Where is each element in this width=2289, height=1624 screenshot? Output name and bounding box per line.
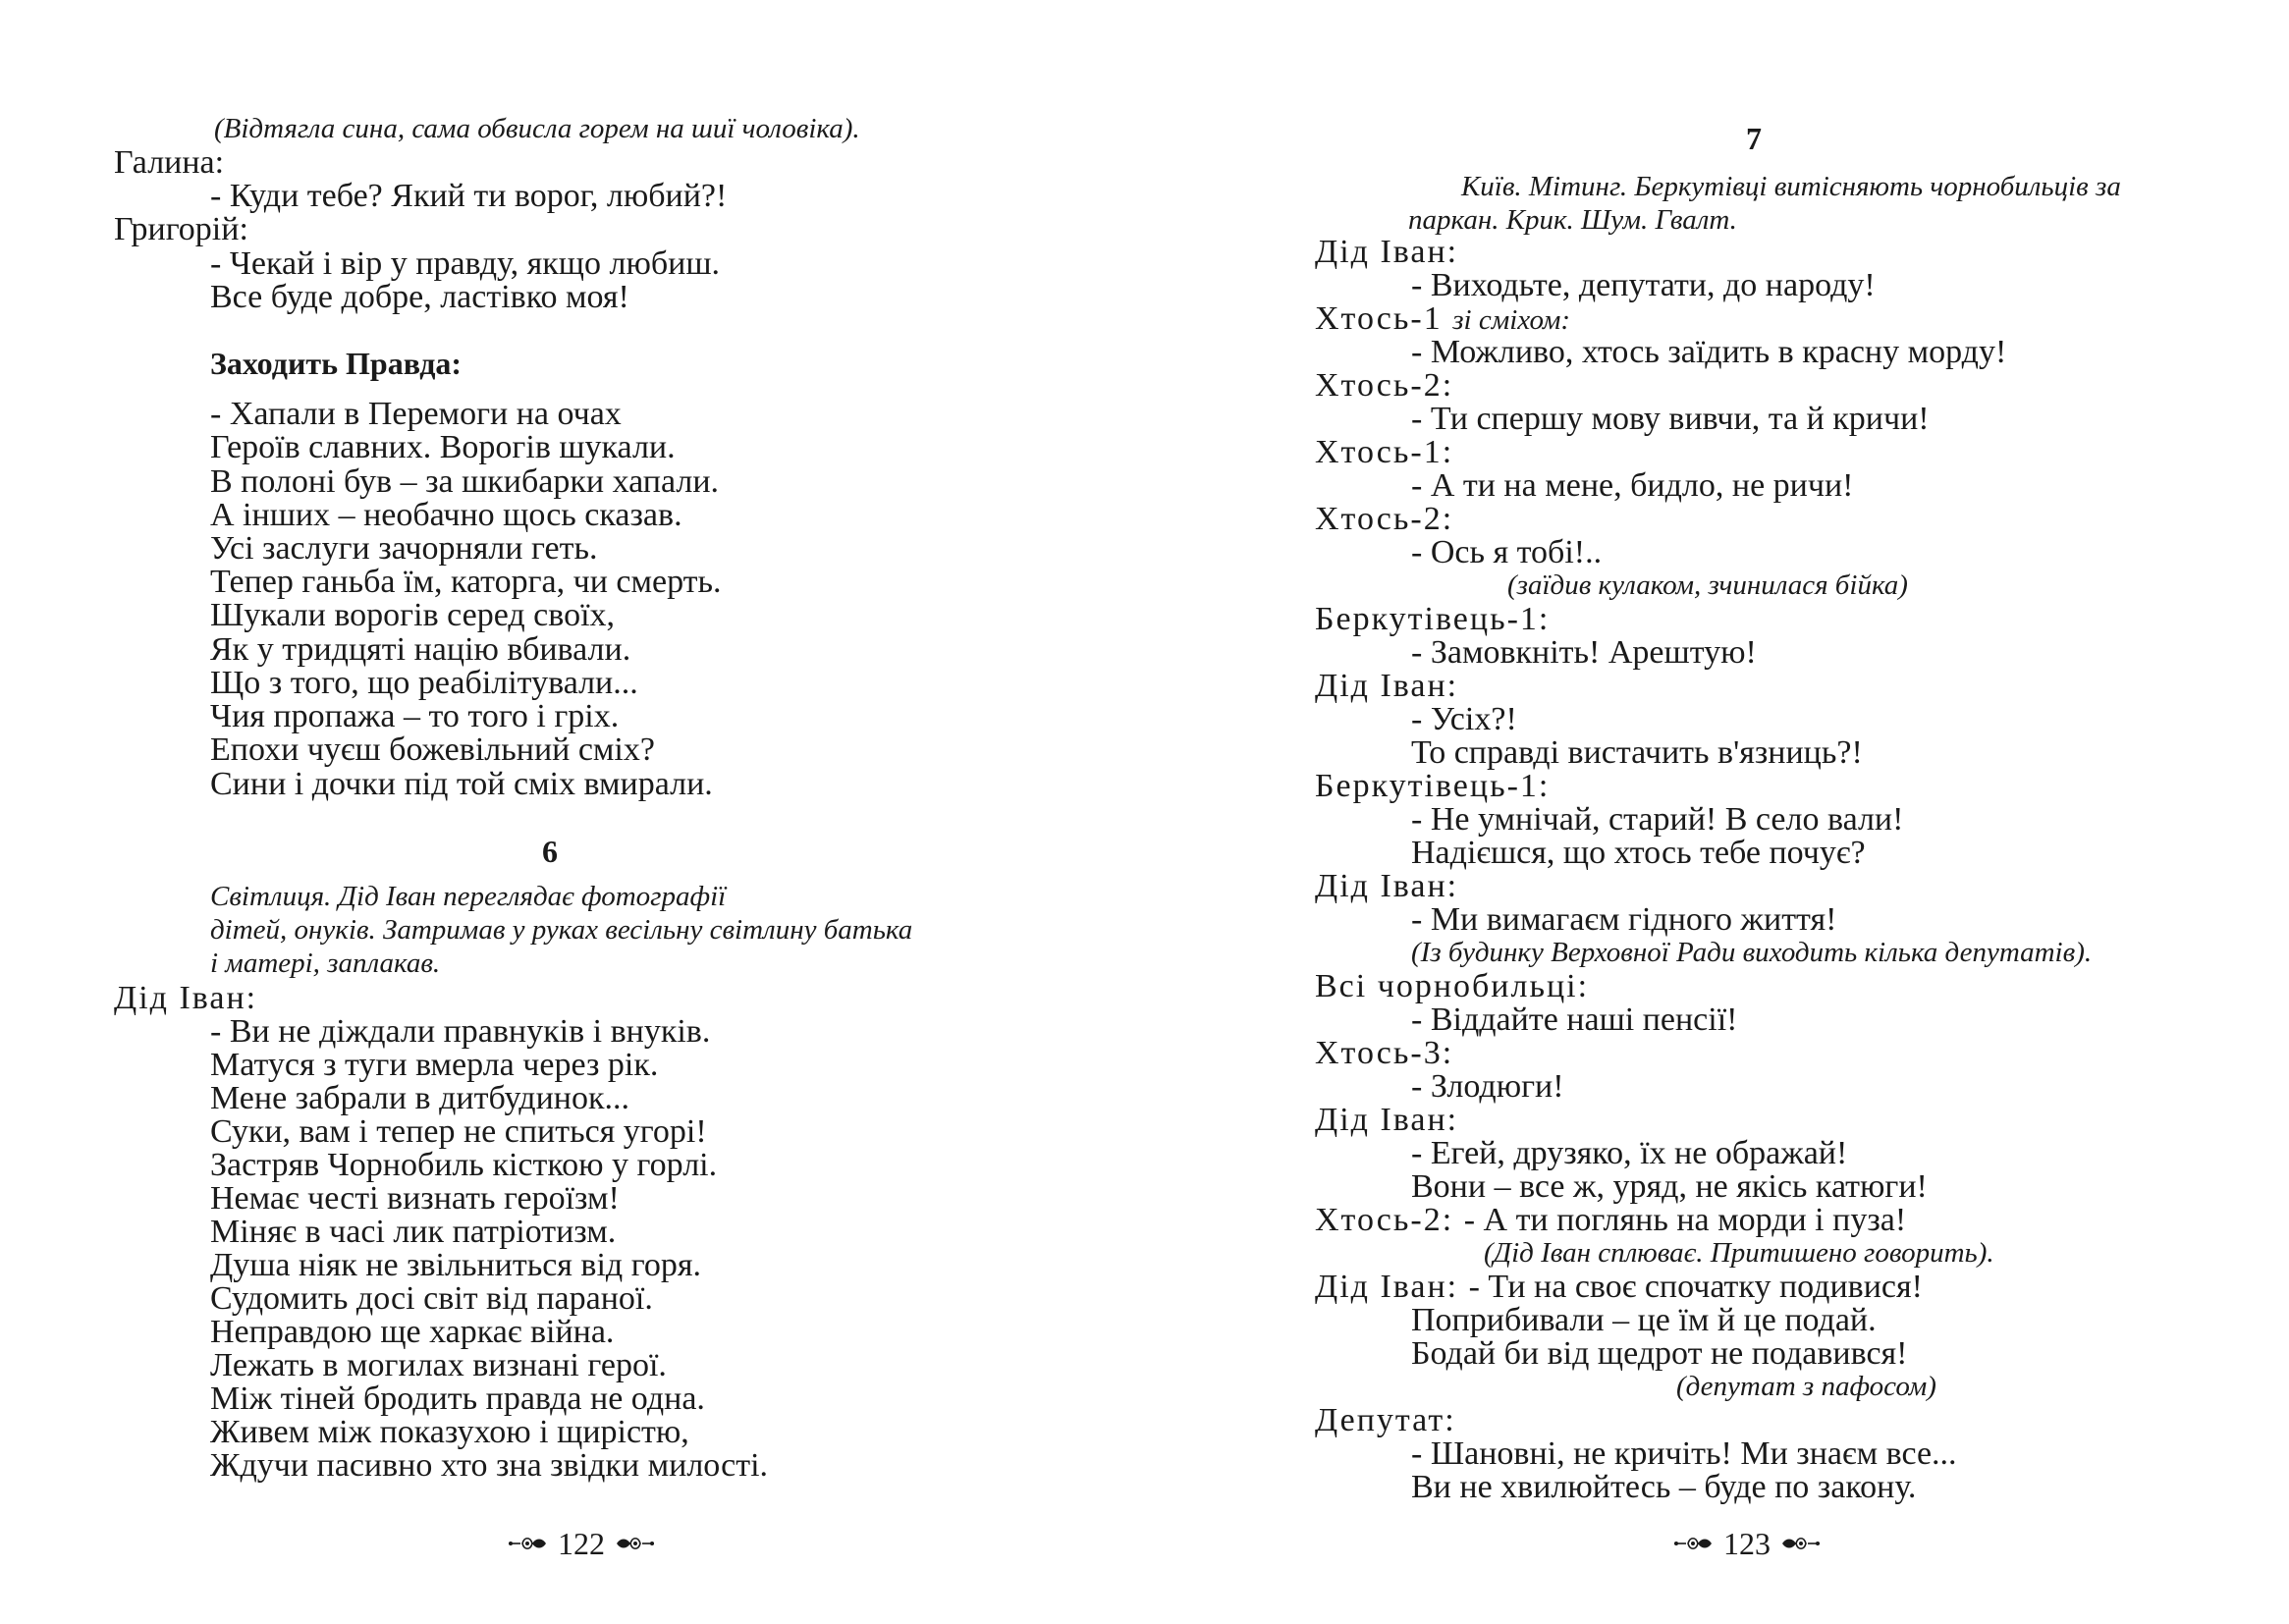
speaker-name (1315, 302, 1570, 337)
speaker-label: Дід Іван: (1315, 1269, 1459, 1305)
verse-line: Тепер ганьба їм, каторга, чи смерть. (210, 564, 722, 600)
page-number: 123 (1723, 1526, 1771, 1561)
dialogue-line: Все буде добре, ластівко моя! (210, 279, 629, 315)
stage-direction: дітей, онуків. Затримав у руках весільну світлину батька (210, 914, 913, 946)
verse-line: Сини і дочки під той сміх вмирали. (210, 766, 713, 802)
stage-direction: (Дід Іван сплюває. Притишено говорить). (1484, 1237, 1994, 1269)
dialogue-line: Поприбивали – це їм й це подай. (1411, 1302, 1877, 1338)
speaker-name: Дід Іван: (1315, 1102, 1459, 1138)
dialogue-line: - Злодюги! (1411, 1068, 1564, 1105)
speaker-name: Дід Іван: (1315, 668, 1459, 704)
dialogue-line: - Ось я тобі!.. (1411, 534, 1603, 570)
dialogue-line: Немає честі визнать героїзм! (210, 1180, 620, 1217)
dialogue-line: Вони – все ж, уряд, не якісь катюги! (1411, 1168, 1928, 1205)
right-page (1145, 0, 2289, 1624)
dialogue-line: Міняє в часі лик патріотизм. (210, 1214, 617, 1250)
speaker-name: Депутат: (1315, 1402, 1456, 1438)
scene-number: 7 (1746, 121, 1762, 156)
speaker-name: Хтось-2: (1315, 367, 1454, 404)
speaker-name: Хтось-3: (1315, 1035, 1454, 1071)
dialogue-line: То справді вистачить в'язниць?! (1411, 734, 1863, 771)
dialogue-line: - Егей, друзяко, їх не ображай! (1411, 1135, 1848, 1171)
speaker-name: Дід Іван: (1315, 868, 1459, 904)
dialogue-line: - Ти спершу мову вивчи, та й кричи! (1411, 401, 1930, 437)
dialogue-line: Застряв Чорнобиль кісткою у горлі. (210, 1147, 718, 1183)
dialogue-line: - А ти на мене, бидло, не ричи! (1411, 467, 1854, 504)
dialogue-line: - Шановні, не кричіть! Ми знаєм все... (1411, 1435, 1957, 1472)
dialogue-line: Живем між показухою і щирістю, (210, 1414, 689, 1450)
dialogue-line: Мене забрали в дитбудинок... (210, 1080, 630, 1116)
speaker-name: Беркутівець-1: (1315, 768, 1551, 804)
verse-line: Епохи чуєш божевільний сміх? (210, 731, 655, 768)
speaker-name: Хтось-1: (1315, 434, 1454, 470)
ornament-right-icon (613, 1533, 656, 1554)
dialogue-line: - Ми вимагаєм гідного життя! (1411, 901, 1837, 938)
verse-line: Як у тридцяті націю вбивали. (210, 631, 631, 668)
stage-direction: (Відтягла сина, сама обвисла горем на шиї чоловіка). (214, 113, 860, 144)
speaker-name: Всі чорнобильці: (1315, 968, 1590, 1004)
dialogue-line: Судомить досі світ від параної. (210, 1280, 653, 1317)
scene-number: 6 (542, 834, 558, 869)
verse-line: Що з того, що реабілітували... (210, 665, 638, 701)
speaker-name: Беркутівець-1: (1315, 601, 1551, 637)
speaker-name: Дід Іван: (114, 980, 258, 1016)
inline-dialogue: - А ти поглянь на морди і пуза! (1463, 1202, 1907, 1238)
stage-direction: Світлиця. Дід Іван переглядає фотографії (210, 881, 727, 912)
page-number: 122 (558, 1526, 605, 1561)
verse-line: Усі заслуги зачорняли геть. (210, 530, 598, 567)
verse-line: В полоні був – за шкибарки хапали. (210, 463, 720, 500)
speaker-name (1315, 1271, 1923, 1304)
dialogue-line: - Чекай і вір у правду, якщо любиш. (210, 245, 721, 282)
verse-line: А інших – необачно щось сказав. (210, 497, 682, 533)
dialogue-line: - Замовкніть! Арештую! (1411, 634, 1757, 671)
dialogue-line: Неправдою ще харкає війна. (210, 1314, 615, 1350)
ornament-left-icon (507, 1533, 550, 1554)
stage-direction: паркан. Крик. Шум. Гвалт. (1408, 204, 1737, 236)
dialogue-line: Ждучи пасивно хто зна звідки милості. (210, 1447, 769, 1484)
dialogue-line: - Куди тебе? Який ти ворог, любий?! (210, 178, 728, 214)
speaker-name: Галина: (114, 144, 225, 181)
dialogue-line: - Віддайте наші пенсії! (1411, 1001, 1738, 1038)
speaker-name: Дід Іван: (1315, 234, 1459, 270)
speaker-name: Хтось-2: (1315, 501, 1454, 537)
dialogue-line: Надієшся, що хтось тебе почує? (1411, 835, 1866, 871)
dialogue-line: - Виходьте, депутати, до народу! (1411, 267, 1876, 303)
dialogue-line: Суки, вам і тепер не спиться угорі! (210, 1113, 707, 1150)
scene-entrance-heading: Заходить Правда: (210, 346, 463, 381)
verse-line: - Хапали в Перемоги на очах (210, 396, 622, 432)
dialogue-line: - Усіх?! (1411, 701, 1517, 737)
stage-note-inline: зі сміхом: (1452, 304, 1571, 336)
dialogue-line: Бодай би від щедрот не подавився! (1411, 1335, 1908, 1372)
verse-line: Чия пропажа – то того і гріх. (210, 698, 620, 734)
dialogue-line: Ви не хвилюйтесь – буде по закону. (1411, 1469, 1917, 1505)
dialogue-line: Лежать в могилах визнані герої. (210, 1347, 667, 1383)
stage-direction: (Із будинку Верховної Ради виходить кілька депутатів). (1411, 937, 2093, 968)
ornament-right-icon (1778, 1533, 1822, 1554)
stage-direction: Київ. Мітинг. Беркутівці витісняють чорнобильців за (1461, 171, 2121, 202)
page-footer (507, 1524, 656, 1563)
inline-dialogue: - Ти на своє спочатку подивися! (1468, 1269, 1923, 1305)
page-footer (1672, 1524, 1822, 1563)
left-page (0, 0, 1144, 1624)
speaker-label: Хтось-2: (1315, 1202, 1454, 1238)
verse-line: Героїв славних. Ворогів шукали. (210, 429, 676, 465)
dialogue-line: - Ви не діждали правнуків і внуків. (210, 1013, 711, 1050)
dialogue-line: Між тіней бродить правда не одна. (210, 1380, 705, 1417)
speaker-name: Григорій: (114, 211, 248, 247)
speaker-label: Хтось-1 (1315, 300, 1443, 337)
stage-direction: і матері, заплакав. (210, 947, 441, 979)
dialogue-line: Душа ніяк не звільниться від горя. (210, 1247, 701, 1283)
stage-direction: (заїдив кулаком, зчинилася бійка) (1507, 569, 1908, 601)
dialogue-line: - Не умнічай, старий! В село вали! (1411, 801, 1904, 838)
speaker-name (1315, 1204, 1906, 1237)
verse-line: Шукали ворогів серед своїх, (210, 597, 616, 633)
stage-direction: (депутат з пафосом) (1676, 1371, 1936, 1402)
dialogue-line: - Можливо, хтось заїдить в красну морду! (1411, 334, 2007, 370)
dialogue-line: Матуся з туги вмерла через рік. (210, 1047, 659, 1083)
ornament-left-icon (1672, 1533, 1716, 1554)
